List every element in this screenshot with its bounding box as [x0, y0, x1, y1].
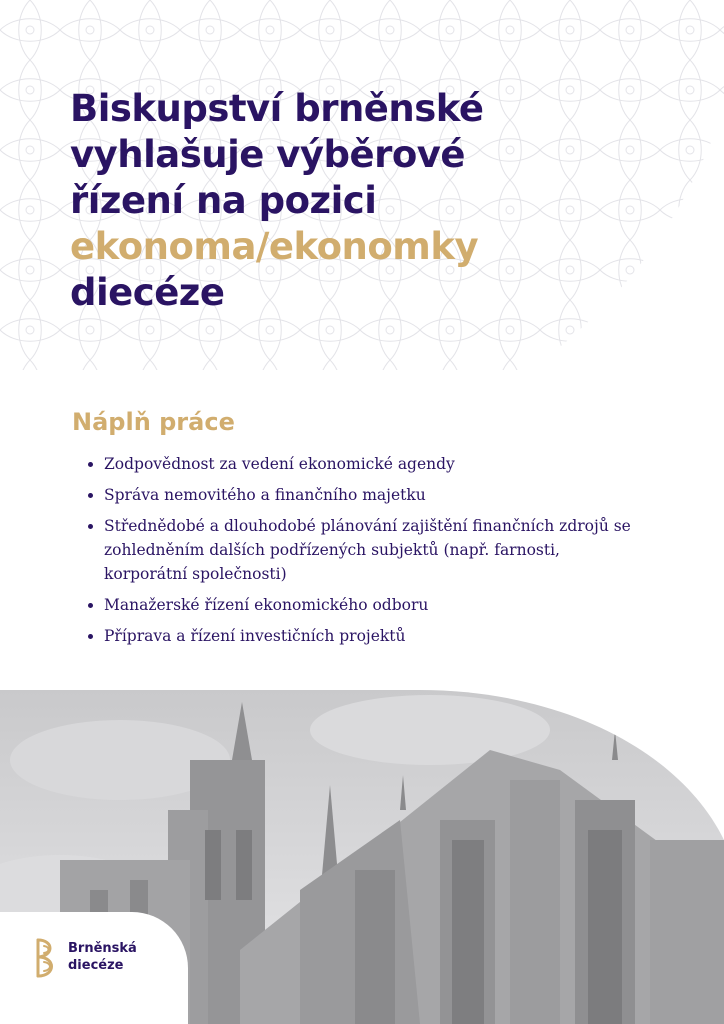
logo-line-1: Brněnská — [68, 941, 137, 956]
diocese-b-logo-icon — [34, 938, 60, 978]
title-line-3: řízení na pozici — [70, 179, 377, 222]
list-item: Střednědobé a dlouhodobé plánování zajištění finančních zdrojů se zohledněním dalších podřízených subjektů (např. farnosti, korporátní společnosti) — [88, 514, 648, 586]
section-title: Náplň práce — [72, 408, 235, 436]
title-line-2: vyhlašuje výběrové — [70, 133, 465, 176]
list-item: Manažerské řízení ekonomického odboru — [88, 593, 648, 617]
list-item: Zodpovědnost za vedení ekonomické agendy — [88, 452, 648, 476]
title-line-position: ekonoma/ekonomky — [70, 225, 479, 268]
duties-list — [88, 452, 648, 655]
logo-line-2: diecéze — [68, 958, 124, 973]
page-title — [70, 86, 690, 316]
logo-wordmark — [68, 940, 137, 974]
list-item: Příprava a řízení investičních projektů — [88, 624, 648, 648]
list-item: Správa nemovitého a finančního majetku — [88, 483, 648, 507]
title-line-5: diecéze — [70, 271, 225, 314]
title-line-1: Biskupství brněnské — [70, 87, 484, 130]
